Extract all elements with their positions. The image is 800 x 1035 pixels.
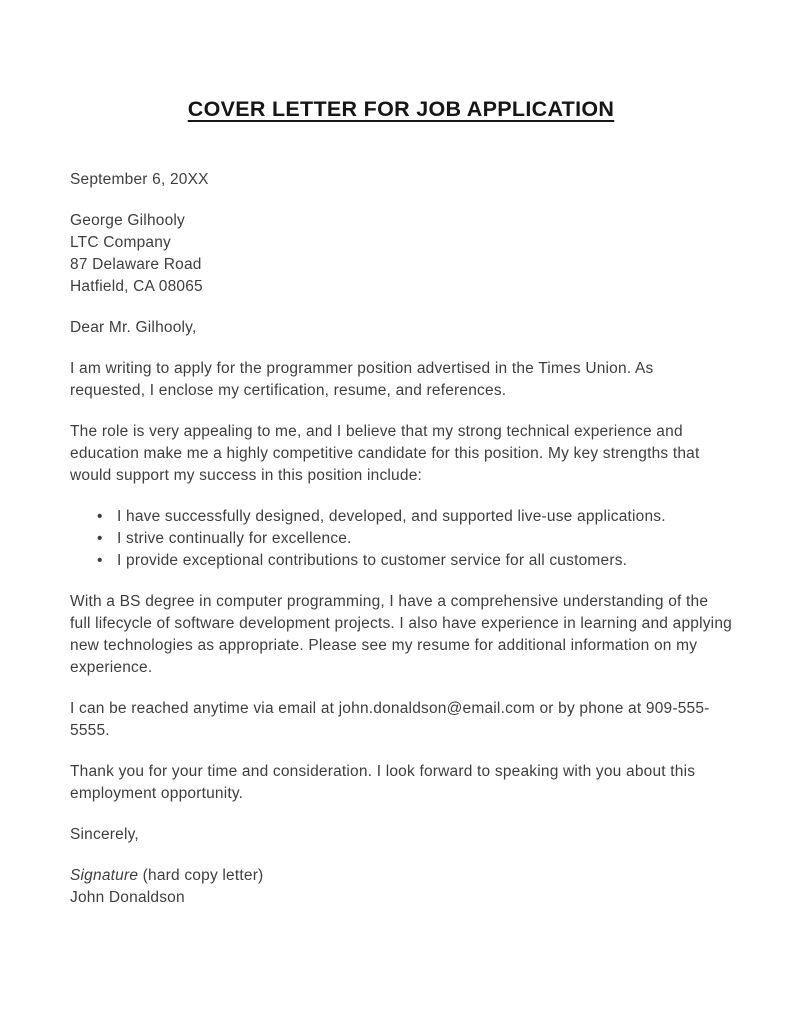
list-item: • I provide exceptional contributions to customer service for all customers.: [70, 550, 732, 572]
sender-name: John Donaldson: [70, 889, 185, 906]
recipient-city-state-zip: Hatfield, CA 08065: [70, 278, 203, 295]
paragraph-intro: I am writing to apply for the programmer position advertised in the Times Union. As requested, I enclose my certification, resume, and references.: [70, 360, 654, 399]
closing: Sincerely,: [70, 826, 139, 843]
list-item: • I have successfully designed, developed, and supported live-use applications.: [70, 506, 732, 528]
recipient-address-block: [70, 210, 732, 298]
recipient-street: 87 Delaware Road: [70, 256, 202, 273]
list-item: • I strive continually for excellence.: [70, 528, 732, 550]
signature-block: [70, 865, 732, 909]
date-line: September 6, 20XX: [70, 171, 209, 188]
signature-line: [70, 865, 732, 887]
paragraph-appeal: The role is very appealing to me, and I believe that my strong technical experience and education make me a highly competitive candidate for this position. My key strengths that would support my success in this position include:: [70, 423, 700, 484]
signature-label: Signature: [70, 867, 139, 884]
paragraph-experience: With a BS degree in computer programming, I have a comprehensive understanding of the full lifecycle of software development projects. I also have experience in learning and applying new technologies as appropriate. Please see my resume for additional information on my experience.: [70, 593, 732, 676]
paragraph-contact: I can be reached anytime via email at john.donaldson@email.com or by phone at 909-555-5555.: [70, 700, 710, 739]
document-title: COVER LETTER FOR JOB APPLICATION: [187, 97, 615, 121]
key-strengths-list: [70, 506, 732, 572]
paragraph-thanks: Thank you for your time and consideration. I look forward to speaking with you about this employment opportunity.: [70, 763, 696, 802]
salutation: Dear Mr. Gilhooly,: [70, 319, 197, 336]
recipient-company: LTC Company: [70, 234, 171, 251]
signature-note: (hard copy letter): [138, 867, 264, 884]
recipient-name: George Gilhooly: [70, 212, 186, 229]
